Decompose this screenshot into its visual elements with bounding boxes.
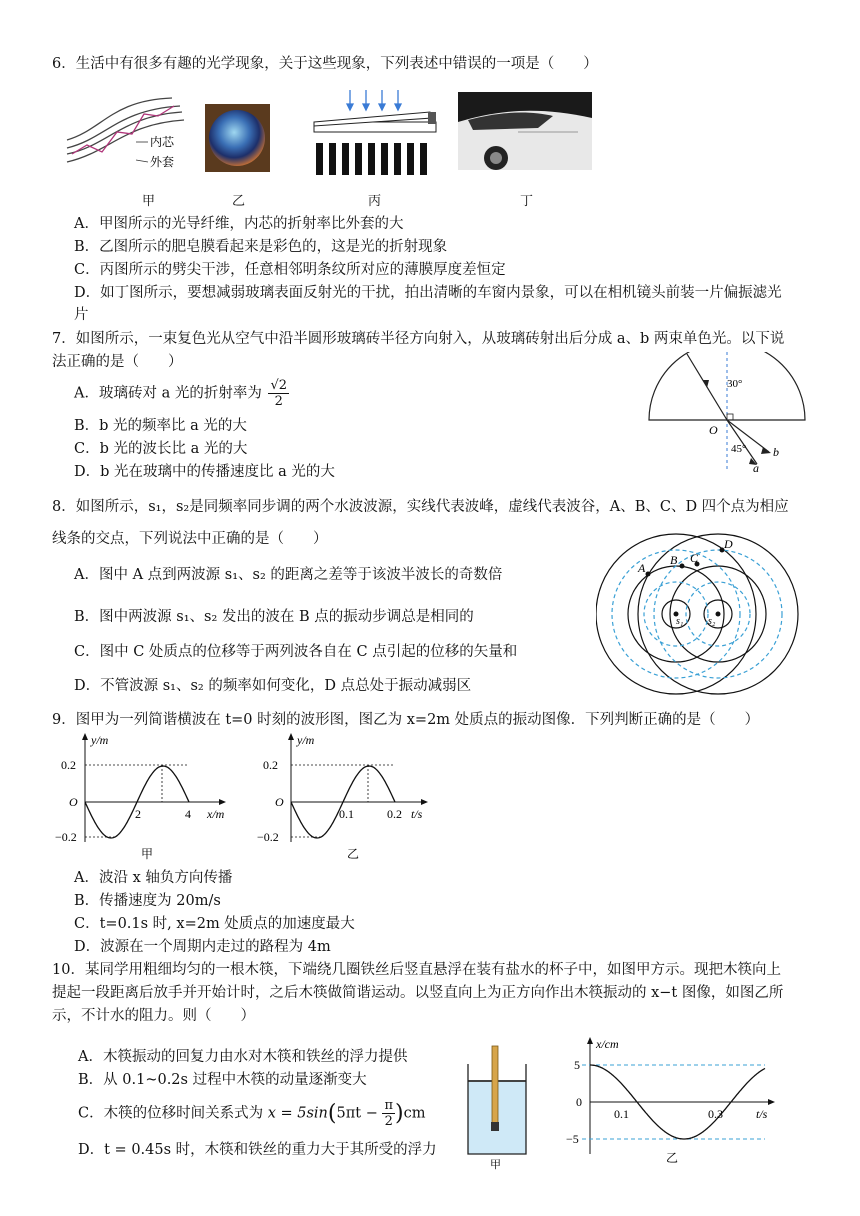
- q10-formula-den: 2: [384, 1114, 393, 1129]
- q7-stem-line2: 法正确的是（ ）: [52, 354, 183, 370]
- q7-stem-line1: 7．如图所示，一束复色光从空气中沿半圆形玻璃砖半径方向射入，从玻璃砖射出后分成 a、b 两束单色光。以下说: [52, 331, 785, 347]
- q10-cup-figure: [464, 1040, 530, 1170]
- q6-option-d: D．如丁图所示，要想减弱玻璃表面反射光的干扰，拍出清晰的车窗内景象，可以在相机镜头前装一片偏振滤光: [74, 285, 782, 301]
- q10-option-b: B．从 0.1~0.2s 过程中木筷的动量逐渐变大: [78, 1072, 367, 1088]
- q9-yi-xtick-01: 0.1: [339, 807, 354, 821]
- q10-caption-jia: 甲: [490, 1159, 501, 1170]
- q8-point-d: D: [724, 537, 733, 551]
- q8-option-c: C．图中 C 处质点的位移等于两列波各自在 C 点引起的位移的矢量和: [74, 644, 518, 660]
- fiber-clad-label: 外套: [150, 155, 175, 169]
- q7-ray-b-label: b: [773, 445, 779, 459]
- q8-source-s1: s₁: [676, 616, 684, 627]
- q8-point-c: C: [690, 551, 699, 565]
- q6-car-figure: [458, 92, 592, 170]
- q7-option-a: [74, 378, 289, 409]
- q9-jia-xtick-4: 4: [185, 807, 191, 821]
- q9-yi-xlabel: t/s: [411, 807, 423, 821]
- q10-option-c: C．木筷的位移时间关系式为 x = 5sin(5πt − $\frac{\pi}{2}$ )cm: [78, 1098, 426, 1129]
- q6-caption-yi: 乙: [232, 194, 246, 209]
- q10-graph-ytick-neg5: −5: [566, 1132, 579, 1146]
- q7-frac-den: 2: [274, 394, 283, 409]
- q9-yi-xtick-02: 0.2: [387, 807, 402, 821]
- q9-option-d: D．波源在一个周期内走过的路程为 4m: [74, 939, 331, 955]
- q7-ray-a-label: a: [753, 461, 759, 474]
- q9-jia-xlabel: x/m: [207, 807, 225, 821]
- q7-glass-figure: [645, 352, 825, 474]
- q9-option-b: B．传播速度为 20m/s: [74, 893, 221, 909]
- q8-option-a: A．图中 A 点到两波源 s₁、s₂ 的距离之差等于该波半波长的奇数倍: [74, 567, 503, 583]
- q8-stem-line1: 8．如图所示，s₁，s₂是同频率同步调的两个水波波源，实线代表波峰，虚线代表波谷，A、B、C、D 四个点为相应: [52, 499, 789, 515]
- q10-graph-xtick-01: 0.1: [614, 1107, 629, 1121]
- q9-yi-caption: 乙: [347, 847, 360, 861]
- q10-option-d: D．t = 0.45s 时，木筷和铁丝的重力大于其所受的浮力: [78, 1142, 437, 1158]
- q9-yi-origin: O: [275, 795, 284, 809]
- q9-jia-ytick-bottom: −0.2: [55, 830, 77, 844]
- q8-source-s2: s₂: [708, 616, 716, 627]
- q7-origin-label: O: [709, 423, 718, 437]
- q10-formula-fraction: [382, 1098, 395, 1129]
- q6-stem: 6．生活中有很多有趣的光学现象，关于这些现象，下列表述中错误的一项是（ ）: [52, 56, 598, 72]
- q7-option-c: C．b 光的波长比 a 光的大: [74, 441, 248, 457]
- q9-graph-jia: [55, 732, 235, 864]
- q9-yi-ylabel: y/m: [297, 733, 315, 747]
- q10-formula-unit: cm: [403, 1105, 426, 1122]
- q7-option-d: D．b 光在玻璃中的传播速度比 a 光的大: [74, 464, 335, 480]
- q6-caption-jia: 甲: [142, 194, 156, 209]
- q6-option-a: A．甲图所示的光导纤维，内芯的折射率比外套的大: [74, 216, 404, 232]
- q10-formula-lhs: x = 5sin: [267, 1105, 328, 1122]
- q6-fiber-figure: [62, 90, 192, 180]
- q7-angle-30: 30°: [727, 378, 743, 390]
- q10-graph-ytick-0: 0: [576, 1095, 582, 1109]
- q9-jia-xtick-2: 2: [135, 807, 141, 821]
- q9-jia-ytick-top: 0.2: [61, 758, 76, 772]
- q10-formula-num: π: [384, 1098, 393, 1113]
- q10-graph-xtick-03: 0.3: [708, 1107, 723, 1121]
- q6-option-d-cont: 片: [74, 307, 89, 323]
- q7-angle-45: 45°: [731, 443, 747, 455]
- q7-option-a-text: A．玻璃砖对 a 光的折射率为: [74, 385, 262, 402]
- fiber-core-label: 内芯: [150, 135, 175, 149]
- q6-caption-bing: 丙: [368, 194, 382, 209]
- q8-option-d: D．不管波源 s₁、s₂ 的频率如何变化，D 点总处于振动减弱区: [74, 678, 472, 694]
- q10-graph-ytick-5: 5: [574, 1058, 580, 1072]
- q8-stem-line2: 线条的交点，下列说法中正确的是（ ）: [52, 531, 328, 547]
- q10-xt-graph: [560, 1036, 780, 1166]
- q10-stem-line3: 示，不计水的阻力。则（ ）: [52, 1008, 255, 1024]
- q10-stem-line2: 提起一段距离后放手并开始计时，之后木筷做简谐运动。以竖直向上为正方向作出木筷振动的 x−t 图像，如图乙所: [52, 985, 784, 1001]
- q8-option-b: B．图中两波源 s₁、s₂ 发出的波在 B 点的振动步调总是相同的: [74, 609, 474, 625]
- q9-jia-ylabel: y/m: [91, 733, 109, 747]
- q10-stem-line1: 10．某同学用粗细均匀的一根木筷，下端绕几圈铁丝后竖直悬浮在装有盐水的杯子中，如图甲方示。现把木筷向上: [52, 962, 781, 978]
- q9-option-a: A．波沿 x 轴负方向传播: [74, 870, 233, 886]
- q10-graph-xlabel: t/s: [756, 1107, 768, 1121]
- q6-option-c: C．丙图所示的劈尖干涉，任意相邻明条纹所对应的薄膜厚度差恒定: [74, 262, 506, 278]
- q10-caption-yi: 乙: [666, 1151, 679, 1165]
- q6-option-b: B．乙图所示的肥皂膜看起来是彩色的，这是光的折射现象: [74, 239, 448, 255]
- q8-point-a: A: [638, 561, 646, 575]
- q9-jia-caption: 甲: [141, 847, 154, 861]
- q6-caption-ding: 丁: [520, 194, 534, 209]
- q9-yi-ytick-top: 0.2: [263, 758, 278, 772]
- q9-jia-origin: O: [69, 795, 78, 809]
- q9-stem: 9．图甲为一列简谐横波在 t=0 时刻的波形图，图乙为 x=2m 处质点的振动图像．下列判断正确的是（ ）: [52, 712, 760, 728]
- q9-yi-ytick-bottom: −0.2: [257, 830, 279, 844]
- q10-formula-mid: 5πt −: [336, 1105, 378, 1122]
- q10-graph-ylabel: x/cm: [596, 1037, 619, 1051]
- q7-frac-num: √2: [270, 378, 288, 393]
- q6-wedge-figure: [310, 88, 440, 178]
- q10-option-a: A．木筷振动的回复力由水对木筷和铁丝的浮力提供: [78, 1049, 408, 1065]
- q8-wave-figure: [596, 530, 806, 700]
- q6-soap-bubble-figure: [205, 104, 270, 172]
- q10-option-c-text: C．木筷的位移时间关系式为: [78, 1105, 264, 1122]
- q9-option-c: C．t=0.1s 时, x=2m 处质点的加速度最大: [74, 916, 355, 932]
- q7-option-b: B．b 光的频率比 a 光的大: [74, 418, 247, 434]
- q7-fraction: [268, 378, 289, 409]
- q9-graph-yi: [255, 732, 435, 864]
- q8-point-b: B: [670, 553, 678, 567]
